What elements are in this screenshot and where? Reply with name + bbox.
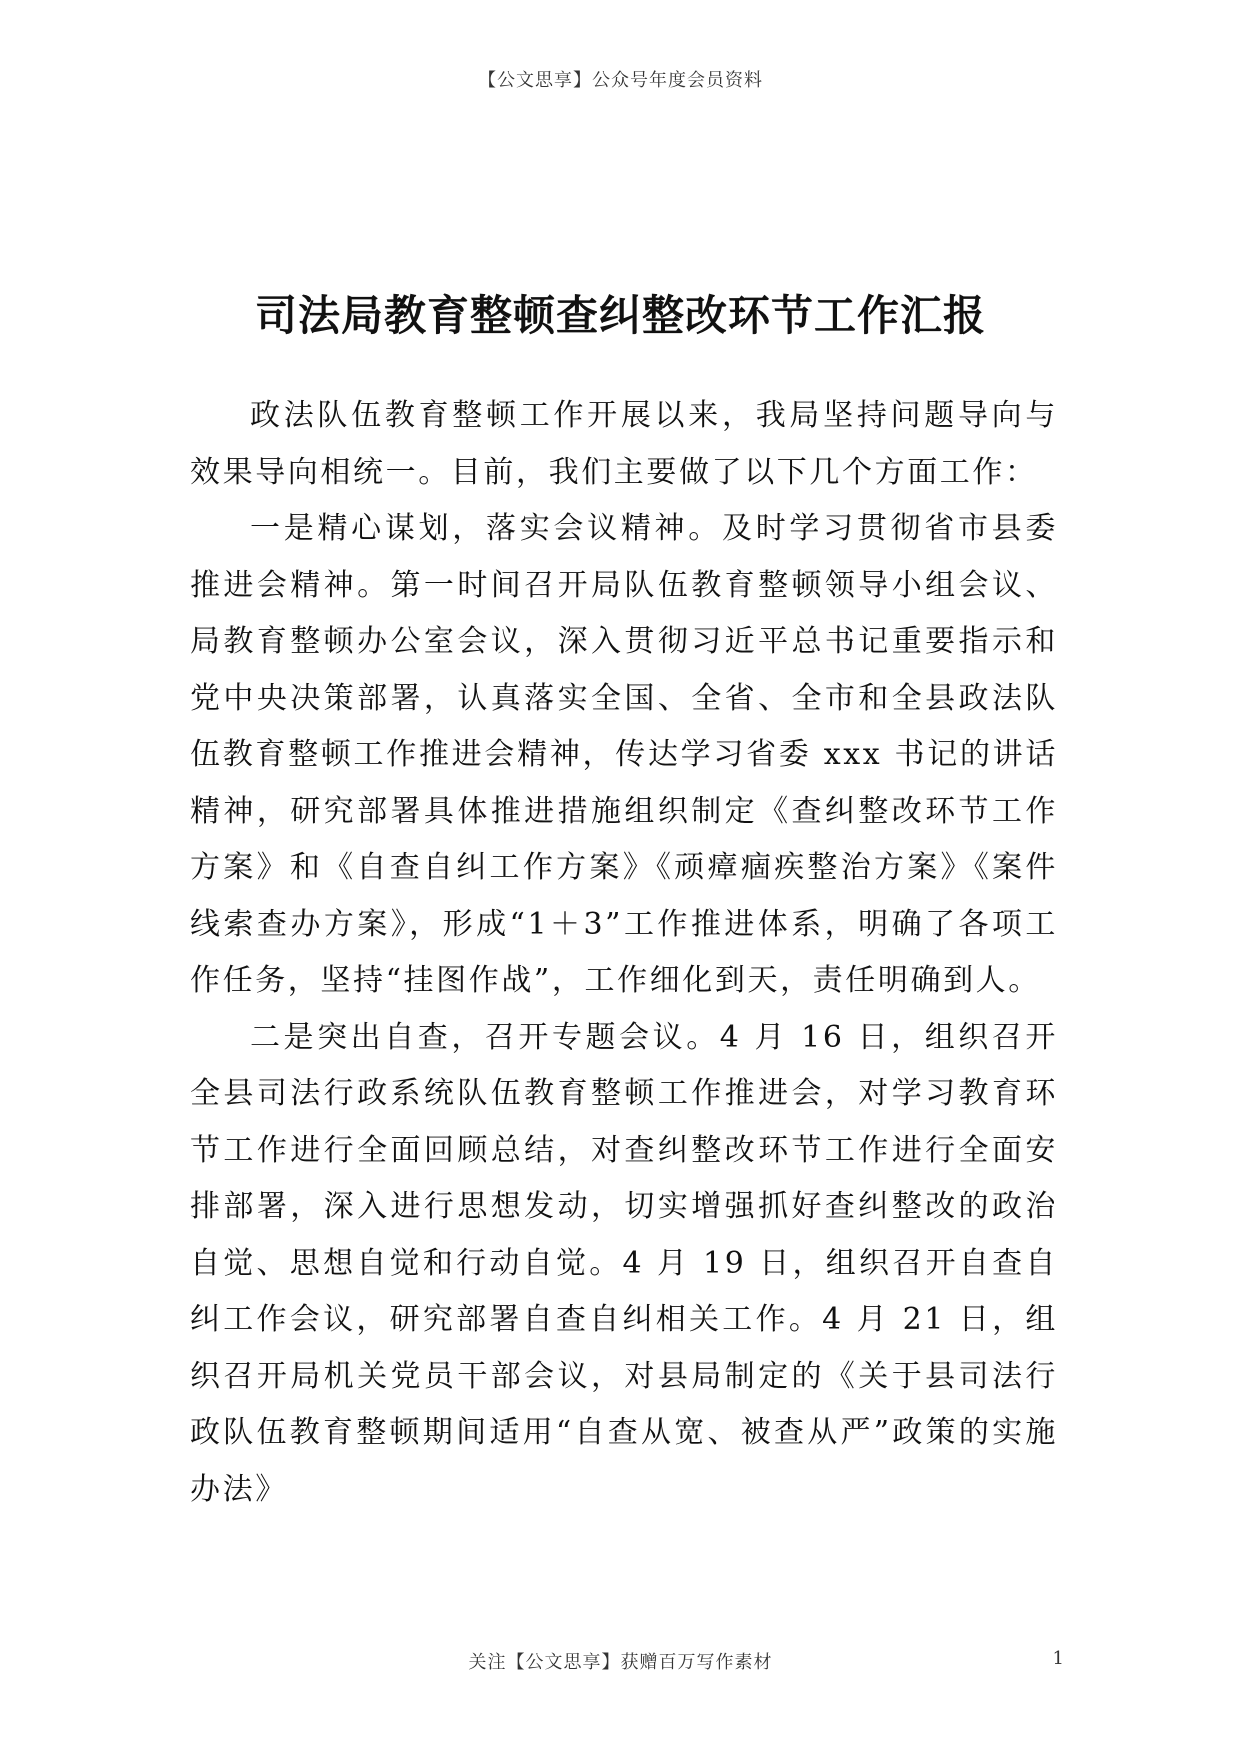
page-footer: 关注【公文思享】获赠百万写作素材 [468,1652,773,1673]
document-title: 司法局教育整顿查纠整改环节工作汇报 [254,291,986,340]
document-body [190,388,1058,1518]
paragraph-self-check: 二是突出自查，召开专题会议。4 月 16 日，组织召开全县司法行政系统队伍教育整顿工作推进会，对学习教育环节工作进行全面回顾总结，对查纠整改环节工作进行全面安排部署，深入进行思想发动，切实增强抓好查纠整改的政治自觉、思想自觉和行动自觉。4 月 19 日，组织召开自查自纠工作会议，研究部署自查自纠相关工作。4 月 21 日，组织召开局机关党员干部会议，对县局制定的《关于县司法行政队伍教育整顿期间适用“自查从宽、被查从严”政策的实施办法》 [190,1019,1058,1507]
page-header: 【公文思享】公众号年度会员资料 [478,70,763,91]
paragraph-planning: 一是精心谋划，落实会议精神。及时学习贯彻省市县委推进会精神。第一时间召开局队伍教育整顿领导小组会议、局教育整顿办公室会议，深入贯彻习近平总书记重要指示和党中央决策部署，认真落实全国、全省、全市和全县政法队伍教育整顿工作推进会精神，传达学习省委 xxx 书记的讲话精神，研究部署具体推进措施组织制定《查纠整改环节工作方案》和《自查自纠工作方案》《顽瘴痼疾整治方案》《案件线索查办方案》，形成“1＋3”工作推进体系，明确了各项工作任务，坚持“挂图作战”，工作细化到天，责任明确到人。 [190,511,1058,998]
page-number: 1 [1052,1648,1064,1669]
paragraph-intro: 政法队伍教育整顿工作开展以来，我局坚持问题导向与效果导向相统一。目前，我们主要做了以下几个方面工作： [190,398,1058,490]
